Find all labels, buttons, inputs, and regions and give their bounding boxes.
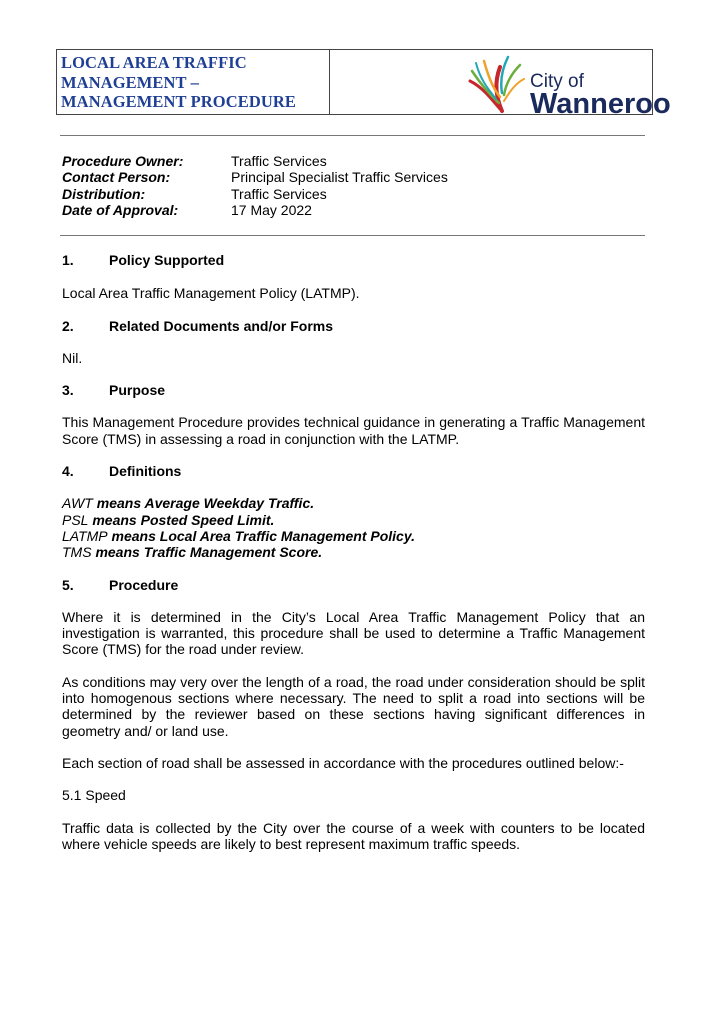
title-line-1: LOCAL AREA TRAFFIC — [61, 53, 247, 72]
header-box — [56, 49, 671, 120]
document-title — [61, 53, 329, 112]
section-heading-purpose — [62, 382, 645, 398]
meta-row-approval-date — [62, 202, 448, 218]
procedure-paragraph: Where it is determined in the City’s Local Area Traffic Management Policy that an investigation is warranted, this procedure shall be used to determine a Traffic Management Score (TMS) for the road under review. — [62, 608, 645, 658]
title-line-3: MANAGEMENT PROCEDURE — [61, 92, 296, 111]
logo-text-city-of: City of — [530, 71, 584, 92]
document-meta — [62, 153, 448, 218]
section-title: Purpose — [109, 382, 166, 399]
meta-label: Date of Approval: — [62, 201, 179, 218]
divider-top — [60, 135, 645, 136]
leaf-icon — [470, 57, 524, 111]
procedure-paragraph: Traffic data is collected by the City over the course of a week with counters to be located where vehicle speeds are likely to best represent maximum traffic speeds. — [62, 819, 645, 852]
divider-meta — [60, 235, 645, 236]
section-heading-definitions — [62, 463, 645, 479]
section-title: Related Documents and/or Forms — [109, 317, 334, 334]
meta-value: Principal Specialist Traffic Services — [231, 169, 448, 186]
related-documents-text: Nil. — [62, 349, 83, 366]
meta-row-distribution — [62, 186, 448, 202]
city-of-wanneroo-logo — [466, 53, 671, 120]
subsection-heading-speed: 5.1 Speed — [62, 787, 126, 804]
title-line-2: MANAGEMENT – — [61, 72, 199, 92]
section-heading-related-documents — [62, 318, 645, 334]
definition-item: AWT means Average Weekday Traffic. — [62, 495, 315, 512]
meta-label: Contact Person: — [62, 169, 171, 186]
section-number: 5. — [62, 576, 74, 593]
meta-value: Traffic Services — [231, 185, 327, 202]
policy-supported-text: Local Area Traffic Management Policy (LATMP). — [62, 285, 360, 302]
meta-value: 17 May 2022 — [231, 201, 312, 218]
definition-item: TMS means Traffic Management Score. — [62, 544, 323, 561]
logo-cell — [330, 50, 671, 120]
section-number: 3. — [62, 382, 74, 399]
section-title: Definitions — [109, 463, 182, 480]
section-heading-policy-supported — [62, 252, 645, 268]
section-number: 4. — [62, 463, 74, 480]
procedure-paragraph: Each section of road shall be assessed in accordance with the procedures outlined below:- — [62, 754, 624, 771]
logo-text-wanneroo: Wanneroo — [530, 88, 671, 120]
section-heading-procedure — [62, 577, 645, 593]
meta-value: Traffic Services — [231, 153, 327, 169]
definition-item: PSL means Posted Speed Limit. — [62, 511, 275, 528]
definitions-list — [62, 495, 645, 560]
section-title: Procedure — [109, 576, 179, 593]
section-title: Policy Supported — [109, 252, 225, 268]
section-number: 2. — [62, 317, 74, 334]
procedure-paragraph: As conditions may very over the length of a road, the road under consideration should be split into homogenous sections where necessary. The need to split a road into sections will be determined by the reviewer based on these sections having significant differences in geometry and/ or land use. — [62, 673, 645, 739]
purpose-text: This Management Procedure provides technical guidance in generating a Traffic Management Score (TMS) in assessing a road in conjunction with the LATMP. — [62, 414, 645, 447]
document-body — [62, 252, 645, 852]
meta-label: Distribution: — [62, 185, 146, 202]
definition-item: LATMP means Local Area Traffic Management Policy. — [62, 527, 415, 544]
meta-row-contact — [62, 169, 448, 185]
section-number: 1. — [62, 252, 74, 268]
meta-row-owner — [62, 153, 448, 169]
meta-label: Procedure Owner: — [62, 153, 184, 169]
title-cell — [57, 50, 330, 114]
